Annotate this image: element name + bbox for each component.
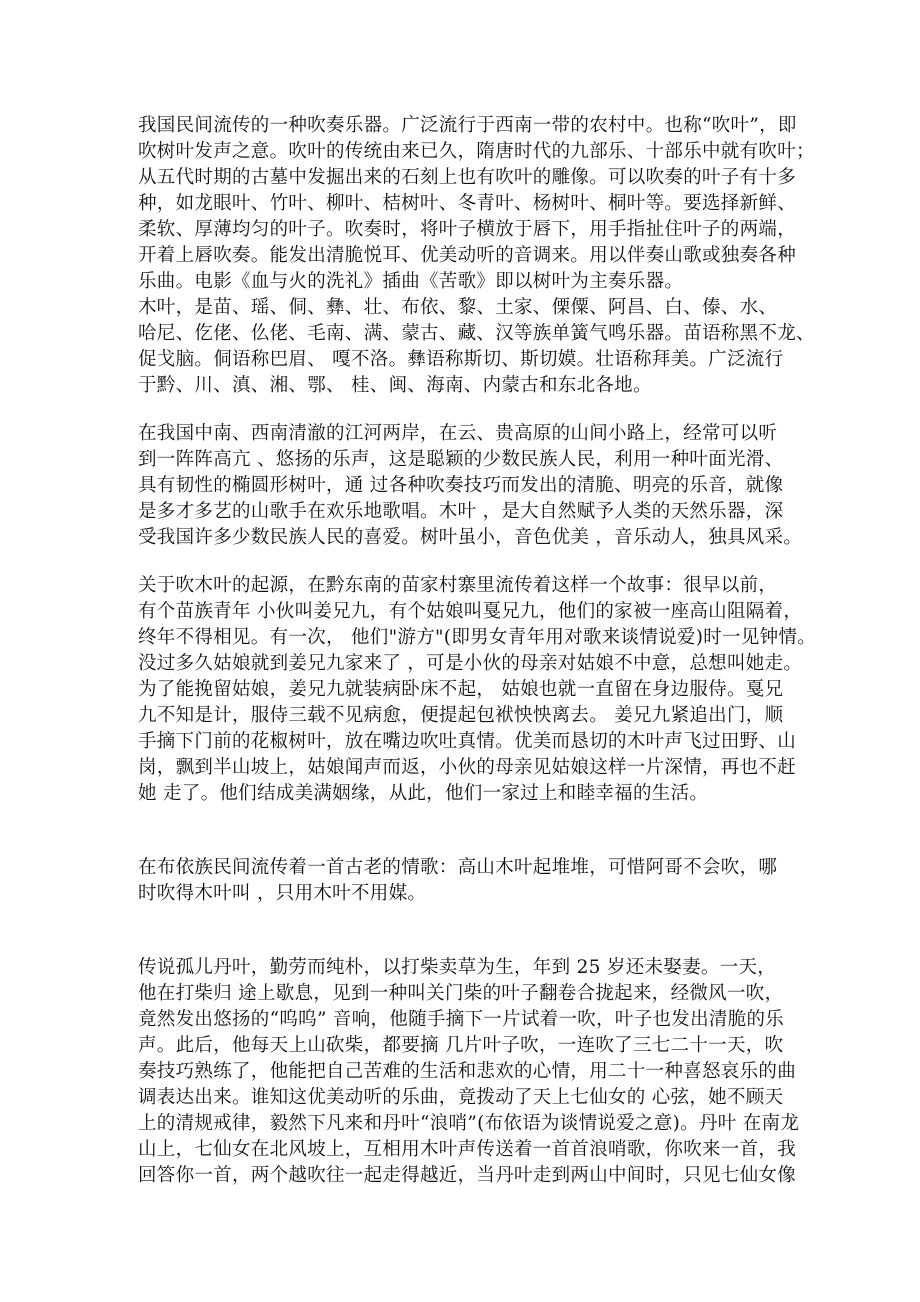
- text-line: 木叶，是苗、瑶、侗、彝、壮、布依、黎、土家、傈僳、阿昌、白、傣、水、: [138, 297, 778, 318]
- text-line: 上的清规戒律，毅然下凡来和丹叶“浪哨”(布依语为谈情说爱之意)。丹叶 在南龙: [138, 1113, 800, 1134]
- text-line: 时吹得木叶叫 ，只用木叶不用媒。: [138, 883, 427, 904]
- text-line: 种，如龙眼叶、竹叶、柳叶、桔树叶、冬青叶、杨树叶、桐叶等。要选择新鲜、: [138, 193, 797, 214]
- text-line: 传说孤儿丹叶，勤劳而纯朴，以打柴卖草为生，年到 25 岁还未娶妻。一天，: [138, 957, 777, 978]
- text-line: 到一阵阵高亢 、悠扬的乐声，这是聪颖的少数民族人民，利用一种叶面光滑、: [138, 449, 784, 470]
- text-line: 是多才多艺的山歌手在欢乐地歌唱。木叶 ，是大自然赋予人类的天然乐器，深: [138, 501, 784, 522]
- text-line: 调表达出来。谁知这优美动听的乐曲，竟拨动了天上七仙女的 心弦，她不顾天: [138, 1087, 784, 1108]
- text-line: 没过多久姑娘就到姜兄九家来了 ，可是小伙的母亲对姑娘不中意，总想叫她走。: [138, 653, 803, 674]
- text-line: 回答你一首，两个越吹往一起走得越近，当丹叶走到两山中间时，只见七仙女像: [138, 1165, 797, 1186]
- text-line: 开着上唇吹奏。能发出清脆悦耳、优美动听的音调来。用以伴奏山歌或独奏各种: [138, 245, 797, 266]
- text-line: 促戈脑。侗语称巴眉、 嘎不洛。彝语称斯切、斯切嫫。壮语称拜美。广泛流行: [138, 349, 784, 370]
- text-line: 她 走了。他们结成美满姻缘，从此，他们一家过上和睦幸福的生活。: [138, 783, 709, 804]
- text-line: 山上，七仙女在北风坡上，互相用木叶声传送着一首首浪哨歌，你吹来一首，我: [138, 1139, 797, 1160]
- text-line: 奏技巧熟练了，他能把自己苦难的生活和悲欢的心情，用二十一种喜怒哀乐的曲: [138, 1061, 797, 1082]
- text-line: 柔软、厚薄均匀的叶子。吹奏时，将叶子横放于唇下，用手指扯住叶子的两端，: [138, 219, 797, 240]
- text-line: 从五代时期的古墓中发掘出来的石刻上也有吹叶的雕像。可以吹奏的叶子有十多: [138, 167, 797, 188]
- text-line: 我国民间流传的一种吹奏乐器。广泛流行于西南一带的农村中。也称“吹叶”，即: [138, 115, 797, 136]
- text-line: 声。此后，他每天上山砍柴，都要摘 几片叶子吹，一连吹了三七二十一天，吹: [138, 1035, 784, 1056]
- text-line: 手摘下门前的花椒树叶，放在嘴边吹吐真情。优美而恳切的木叶声飞过田野、山: [138, 731, 797, 752]
- text-line: 关于吹木叶的起源，在黔东南的苗家村寨里流传着这样一个故事：很早以前，: [138, 575, 778, 596]
- text-line: 竟然发出悠扬的“呜呜” 音响，他随手摘下一片试着一吹，叶子也发出清脆的乐: [138, 1009, 785, 1030]
- text-line: 九不知是计，服侍三载不见病愈，便提起包袱怏怏离去。 姜兄九紧追出门，顺: [138, 705, 784, 726]
- text-line: 乐曲。电影《血与火的洗礼》插曲《苦歌》即以树叶为主奏乐器。: [138, 271, 684, 292]
- text-line: 吹树叶发声之意。吹叶的传统由来已久，隋唐时代的九部乐、十部乐中就有吹叶；: [138, 141, 815, 162]
- text-line: 为了能挽留姑娘，姜兄九就装病卧床不起， 姑娘也就一直留在身边服侍。戛兄: [138, 679, 784, 700]
- text-line: 具有韧性的椭圆形树叶，通 过各种吹奏技巧而发出的清脆、明亮的乐音，就像: [138, 475, 784, 496]
- text-line: 终年不得相见。有一次， 他们"游方"(即男女青年用对歌来谈情说爱)时一见钟情。: [138, 627, 817, 648]
- text-line: 有个苗族青年 小伙叫姜兄九，有个姑娘叫戛兄九，他们的家被一座高山阻隔着，: [138, 601, 803, 622]
- text-line: 哈尼、仡佬、仫佬、毛南、满、蒙古、藏、汉等族单簧气鸣乐器。苗语称黑不龙、: [138, 323, 815, 344]
- text-line: 在布依族民间流传着一首古老的情歌：高山木叶起堆堆，可惜阿哥不会吹，哪: [138, 857, 778, 878]
- text-line: 他在打柴归 途上歇息，见到一种叫关门柴的叶子翻卷合拢起来，经微风一吹，: [138, 983, 784, 1004]
- text-line: 岗，飘到半山坡上，姑娘闻声而返，小伙的母亲见姑娘这样一片深情，再也不赶: [138, 757, 797, 778]
- text-line: 于黔、川、滇、湘、鄂、 桂、闽、海南、内蒙古和东北各地。: [138, 375, 652, 396]
- text-line: 在我国中南、西南清澈的江河两岸，在云、贵高原的山间小路上，经常可以听: [138, 423, 778, 444]
- text-line: 受我国许多少数民族人民的喜爱。树叶虽小，音色优美 ，音乐动人，独具风采。: [138, 527, 803, 548]
